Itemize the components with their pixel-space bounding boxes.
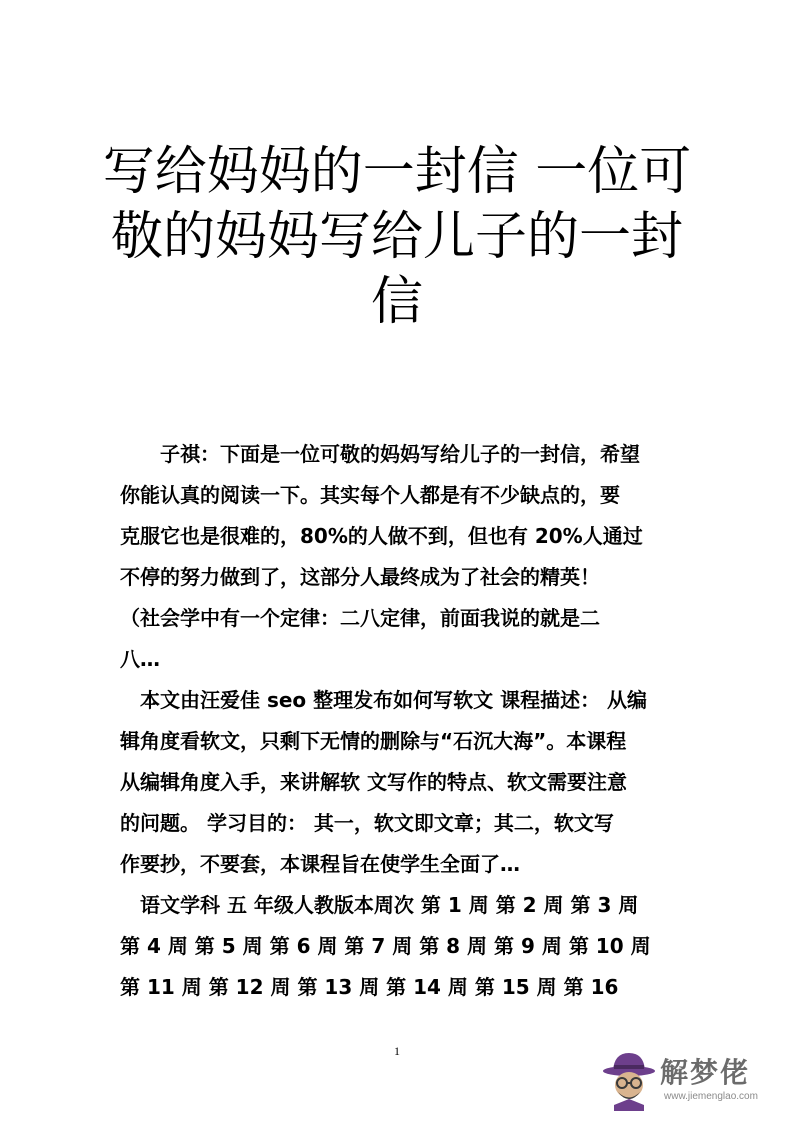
text-line: 作要抄，不要套，本课程旨在使学生全面了…: [120, 852, 520, 876]
text-line: 八…: [120, 647, 160, 671]
text-line: 本文由汪爱佳 seo 整理发布如何写软文 课程描述： 从编: [140, 688, 648, 712]
text-line: （社会学中有一个定律：二八定律，前面我说的就是二: [120, 606, 600, 630]
text-line: 第 11 周 第 12 周 第 13 周 第 14 周 第 15 周 第 16: [120, 975, 619, 999]
document-body: [120, 434, 675, 1008]
paragraph-intro: [120, 434, 675, 680]
text-line: 克服它也是很难的，80%的人做不到，但也有 20%人通过: [120, 524, 643, 548]
watermark-logo: [600, 1047, 780, 1111]
detective-avatar-icon: [600, 1047, 658, 1111]
text-line: 从编辑角度入手，来讲解软 文写作的特点、软文需要注意: [120, 770, 627, 794]
paragraph-schedule: [120, 885, 675, 1008]
text-line: 第 4 周 第 5 周 第 6 周 第 7 周 第 8 周 第 9 周 第 10 周: [120, 934, 651, 958]
watermark-title: 解梦佬: [660, 1056, 751, 1089]
text-line: 子祺：下面是一位可敬的妈妈写给儿子的一封信，希望: [160, 442, 640, 466]
watermark-url: www.jiemenglao.com: [664, 1091, 758, 1102]
text-line: 的问题。 学习目的： 其一，软文即文章；其二，软文写: [120, 811, 614, 835]
text-line: 语文学科 五 年级人教版本周次 第 1 周 第 2 周 第 3 周: [140, 893, 639, 917]
text-line: 你能认真的阅读一下。其实每个人都是有不少缺点的，要: [120, 483, 620, 507]
text-line: 辑角度看软文，只剩下无情的删除与“石沉大海”。本课程: [120, 729, 627, 753]
page-number: 1: [394, 1044, 400, 1058]
title-line: 敬的妈妈写给儿子的一封: [110, 207, 683, 267]
title-line: 信: [370, 272, 423, 332]
document-title: [100, 140, 694, 335]
text-line: 不停的努力做到了，这部分人最终成为了社会的精英！: [120, 565, 600, 589]
title-line: 写给妈妈的一封信 一位可: [102, 142, 692, 202]
paragraph-article: [120, 680, 675, 885]
